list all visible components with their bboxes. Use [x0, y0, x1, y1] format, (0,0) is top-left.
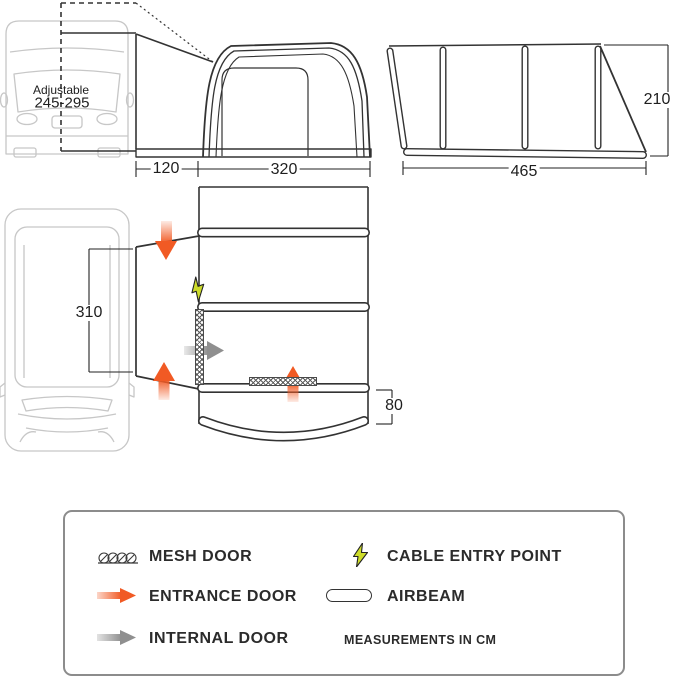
entrance-door-arrow-bottom: [153, 362, 175, 400]
van-plan-view: [0, 209, 134, 451]
internal-door-arrow: [184, 341, 224, 360]
dimension-label-210: 210: [643, 91, 671, 108]
adjustable-height-overlay: [61, 3, 213, 151]
cable-entry-icon: [353, 543, 368, 567]
airbeam-icon: [326, 589, 372, 602]
dimension-label-310: 310: [75, 304, 103, 321]
dimension-label-80: 80: [385, 397, 403, 414]
dimension-label-120: 120: [152, 160, 180, 177]
adjustable-label-line2: 245-295: [34, 94, 90, 112]
mesh-door-icon: [97, 551, 139, 565]
mesh-door-front-strip: [249, 377, 317, 386]
cable-entry-icon-plan: [187, 275, 208, 302]
dimension-label-465: 465: [510, 163, 538, 180]
cable-entry-label: CABLE ENTRY POINT: [387, 548, 562, 565]
legend-box: [63, 510, 625, 676]
dimension-label-320: 320: [270, 161, 298, 178]
awning-side-view: [389, 44, 646, 155]
adjustable-label-line1: Adjustable: [32, 83, 90, 97]
mesh-door-side-strip: [195, 309, 204, 385]
awning-front-view: [136, 43, 371, 157]
measurements-note: MEASUREMENTS IN CM: [344, 633, 497, 647]
entrance-door-label: ENTRANCE DOOR: [149, 588, 297, 605]
internal-door-label: INTERNAL DOOR: [149, 630, 289, 647]
mesh-door-label: MESH DOOR: [149, 548, 253, 565]
airbeam-label: AIRBEAM: [387, 588, 466, 605]
dimension-310-80: [89, 249, 392, 424]
entrance-door-icon: [97, 587, 137, 604]
tunnel-plan: [136, 236, 199, 389]
internal-door-icon: [97, 629, 137, 646]
awning-plan-view: [199, 187, 368, 437]
